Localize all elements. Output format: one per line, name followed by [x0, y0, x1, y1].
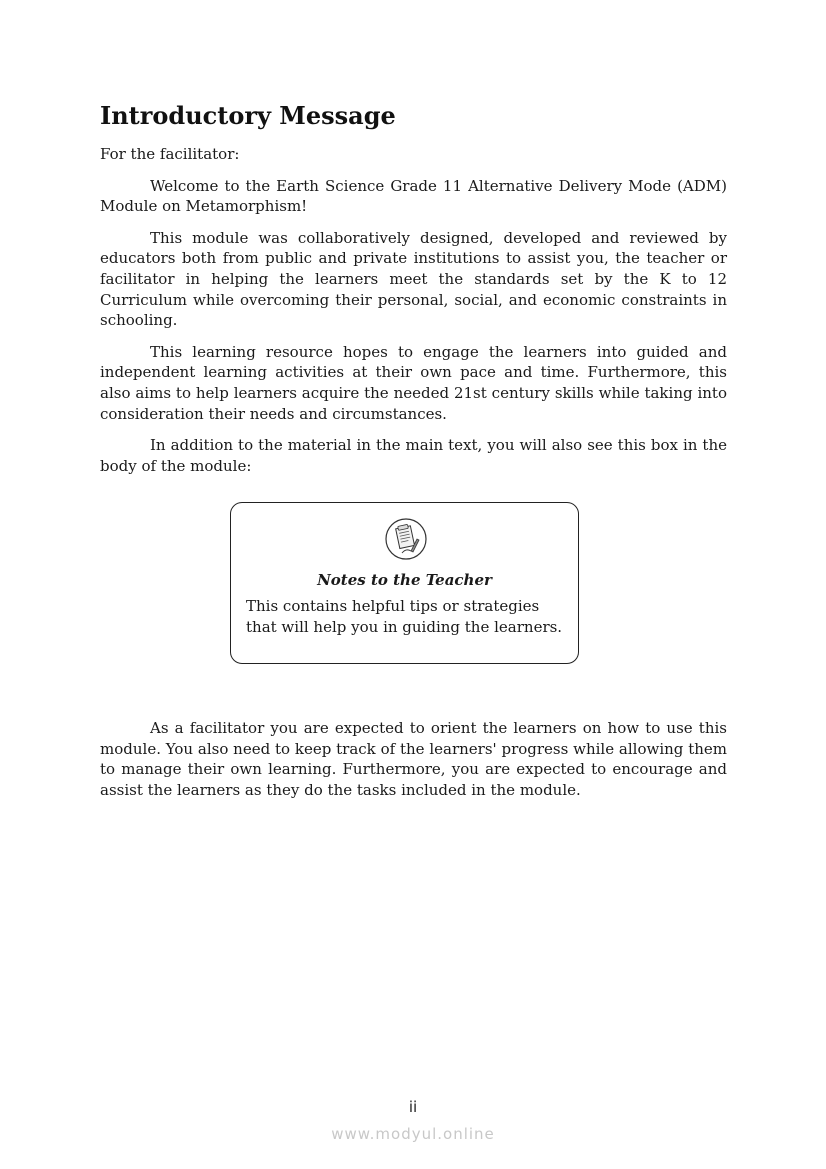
- facilitator-label: For the facilitator:: [100, 145, 240, 163]
- notes-to-teacher-box: [230, 502, 579, 664]
- page-title: Introductory Message: [100, 101, 396, 130]
- page-number: ii: [408, 1098, 418, 1116]
- watermark: www.modyul.online: [331, 1125, 495, 1143]
- notes-box-title: Notes to the Teacher: [317, 571, 492, 589]
- closing-section: [100, 718, 727, 811]
- paragraph-box-intro: In addition to the material in the main text, you will also see this box in the body of the module:: [100, 436, 727, 475]
- paragraph-welcome: Welcome to the Earth Science Grade 11 Alternative Delivery Mode (ADM) Module on Metamorphism!: [100, 176, 727, 216]
- page-content: [100, 100, 727, 487]
- paragraph-facilitator-role: As a facilitator you are expected to orient the learners on how to use this module. You also need to keep track of the learners' progress while allowing them to manage their own learning. Furthermore, you are expected to encourage and assist the learners as they do the tasks included in the module.: [100, 719, 727, 799]
- paragraph-learning-resource: This learning resource hopes to engage the learners into guided and independent learning activities at their own pace and time. Furthermore, this also aims to help learners acquire the needed 21st century skills while taking into consideration their needs and circumstances.: [100, 342, 727, 423]
- notes-icon: [384, 517, 428, 561]
- notes-box-body: This contains helpful tips or strategies that will help you in guiding the learners.: [246, 597, 563, 636]
- paragraph-module-description: This module was collaboratively designed, developed and reviewed by educators both from public and private institutions to assist you, the teacher or facilitator in helping the learners meet the standards set by the K to 12 Curriculum while overcoming their personal, social, and economic constraints in schooling.: [100, 228, 727, 330]
